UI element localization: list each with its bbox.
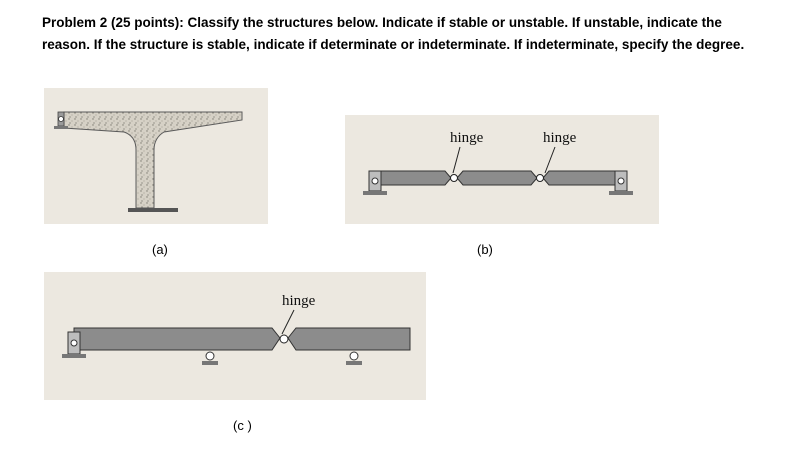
figure-a bbox=[44, 88, 268, 224]
beam-segment-2 bbox=[288, 328, 410, 350]
ground-base bbox=[128, 208, 178, 212]
figure-b bbox=[345, 115, 659, 224]
beam-segment-1 bbox=[375, 171, 451, 185]
beam-segment-2 bbox=[457, 171, 537, 185]
beam-segment-3 bbox=[543, 171, 621, 185]
caption-a: (a) bbox=[152, 242, 168, 257]
photo-background bbox=[44, 88, 268, 224]
hinge-label-1: hinge bbox=[450, 130, 484, 146]
figure-c bbox=[44, 272, 426, 400]
hinge-1 bbox=[451, 175, 458, 182]
hinge-2 bbox=[537, 175, 544, 182]
caption-c: (c ) bbox=[233, 418, 252, 433]
hinge-label-2: hinge bbox=[543, 130, 577, 146]
problem-statement: Problem 2 (25 points): Classify the structures below. Indicate if stable or unstable. If unstable, indicate the reason. If the structure is stable, indicate if determinate or indeterminate. If indeterminate, specify the degree. bbox=[42, 15, 745, 52]
caption-b: (b) bbox=[477, 242, 493, 257]
beam-segment-1 bbox=[74, 328, 280, 350]
hinge bbox=[280, 335, 288, 343]
hinge-label: hinge bbox=[282, 293, 316, 309]
photo-background bbox=[345, 115, 659, 224]
